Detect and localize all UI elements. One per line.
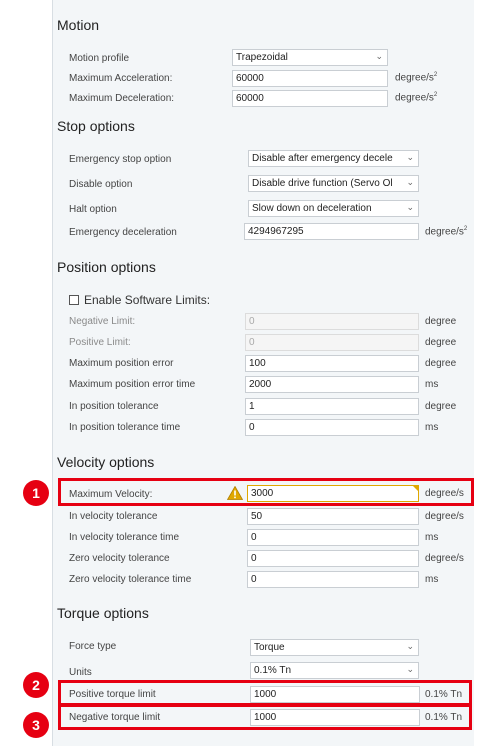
zero-velocity-tolerance-input[interactable]: 0: [247, 550, 419, 567]
zero-velocity-tolerance-label: Zero velocity tolerance: [69, 553, 170, 564]
force-type-dropdown[interactable]: [250, 639, 419, 656]
checkbox-icon: [69, 295, 79, 305]
zero-velocity-tolerance-time-unit: ms: [425, 574, 439, 585]
chevron-down-icon: ⌄: [406, 152, 414, 162]
halt-option-dropdown[interactable]: [248, 200, 419, 217]
positive-torque-limit-label: Positive torque limit: [69, 689, 156, 700]
chevron-down-icon: ⌄: [375, 51, 383, 61]
section-title-velocity-options: Velocity options: [57, 454, 155, 470]
in-velocity-tolerance-time-unit: ms: [425, 532, 439, 543]
units-value: 0.1% Tn: [254, 665, 292, 676]
emergency-deceleration-label: Emergency deceleration: [69, 227, 177, 238]
negative-torque-limit-unit: 0.1% Tn: [425, 712, 463, 723]
axis-settings-panel: [52, 0, 474, 746]
callout-badge-2: 2: [23, 672, 49, 698]
section-title-position-options: Position options: [57, 259, 156, 275]
units-dropdown[interactable]: [250, 662, 419, 679]
in-velocity-tolerance-label: In velocity tolerance: [69, 511, 158, 522]
max-velocity-unit: degree/s: [425, 488, 464, 499]
negative-limit-unit: degree: [425, 316, 457, 327]
emergency-deceleration-input[interactable]: 4294967295: [244, 223, 419, 240]
motion-profile-value: Trapezoidal: [236, 52, 288, 63]
section-title-stop-options: Stop options: [57, 118, 135, 134]
max-position-error-time-label: Maximum position error time: [69, 379, 196, 390]
enable-software-limits-checkbox[interactable]: [69, 293, 210, 307]
zero-velocity-tolerance-unit: degree/s: [425, 553, 464, 564]
max-velocity-input[interactable]: 3000: [247, 485, 419, 502]
max-velocity-label: Maximum Velocity:: [69, 489, 153, 500]
force-type-label: Force type: [69, 641, 117, 652]
emergency-stop-option-label: Emergency stop option: [69, 154, 172, 165]
motion-profile-dropdown[interactable]: [232, 49, 388, 66]
callout-badge-1: 1: [23, 480, 49, 506]
positive-limit-input[interactable]: 0: [245, 334, 419, 351]
force-type-value: Torque: [254, 642, 285, 653]
max-position-error-input[interactable]: 100: [245, 355, 419, 372]
in-position-tolerance-time-label: In position tolerance time: [69, 422, 181, 433]
positive-limit-unit: degree: [425, 337, 457, 348]
enable-software-limits-label: Enable Software Limits:: [84, 293, 211, 307]
max-position-error-unit: degree: [425, 358, 457, 369]
in-position-tolerance-time-unit: ms: [425, 422, 439, 433]
max-deceleration-unit: degree/$s^2$: [395, 92, 438, 104]
motion-profile-label: Motion profile: [69, 53, 130, 64]
halt-option-value: Slow down on deceleration: [252, 203, 372, 214]
max-acceleration-label: Maximum Acceleration:: [69, 73, 173, 84]
negative-limit-input[interactable]: 0: [245, 313, 419, 330]
in-position-tolerance-input[interactable]: 1: [245, 398, 419, 415]
disable-option-value: Disable drive function (Servo Ol: [252, 178, 393, 189]
in-position-tolerance-label: In position tolerance: [69, 401, 159, 412]
disable-option-label: Disable option: [69, 179, 133, 190]
callout-badge-3: 3: [23, 712, 49, 738]
chevron-down-icon: ⌄: [406, 177, 414, 187]
max-acceleration-unit: degree/$s^2$: [395, 72, 438, 84]
chevron-down-icon: ⌄: [406, 664, 414, 674]
positive-torque-limit-input[interactable]: 1000: [250, 686, 420, 703]
units-label: Units: [69, 667, 92, 678]
disable-option-dropdown[interactable]: [248, 175, 419, 192]
halt-option-label: Halt option: [69, 204, 117, 215]
emergency-stop-option-value: Disable after emergency decele: [252, 153, 393, 164]
chevron-down-icon: ⌄: [406, 641, 414, 651]
section-title-motion: Motion: [57, 17, 100, 33]
section-title-torque-options: Torque options: [57, 605, 149, 621]
in-velocity-tolerance-input[interactable]: 50: [247, 508, 419, 525]
zero-velocity-tolerance-time-label: Zero velocity tolerance time: [69, 574, 192, 585]
negative-torque-limit-input[interactable]: 1000: [250, 709, 420, 726]
max-acceleration-input[interactable]: 60000: [232, 70, 388, 87]
max-deceleration-label: Maximum Deceleration:: [69, 93, 175, 104]
max-position-error-time-unit: ms: [425, 379, 439, 390]
in-position-tolerance-unit: degree: [425, 401, 457, 412]
in-velocity-tolerance-unit: degree/s: [425, 511, 464, 522]
positive-torque-limit-unit: 0.1% Tn: [425, 689, 463, 700]
warning-icon: [227, 486, 243, 500]
in-position-tolerance-time-input[interactable]: 0: [245, 419, 419, 436]
negative-limit-label: Negative Limit:: [69, 316, 136, 327]
chevron-down-icon: ⌄: [406, 202, 414, 212]
zero-velocity-tolerance-time-input[interactable]: 0: [247, 571, 419, 588]
max-position-error-label: Maximum position error: [69, 358, 174, 369]
max-deceleration-input[interactable]: 60000: [232, 90, 388, 107]
max-position-error-time-input[interactable]: 2000: [245, 376, 419, 393]
negative-torque-limit-label: Negative torque limit: [69, 712, 161, 723]
positive-limit-label: Positive Limit:: [69, 337, 131, 348]
emergency-stop-option-dropdown[interactable]: [248, 150, 419, 167]
emergency-deceleration-unit: degree/$s^2$: [425, 226, 468, 238]
in-velocity-tolerance-time-input[interactable]: 0: [247, 529, 419, 546]
in-velocity-tolerance-time-label: In velocity tolerance time: [69, 532, 180, 543]
